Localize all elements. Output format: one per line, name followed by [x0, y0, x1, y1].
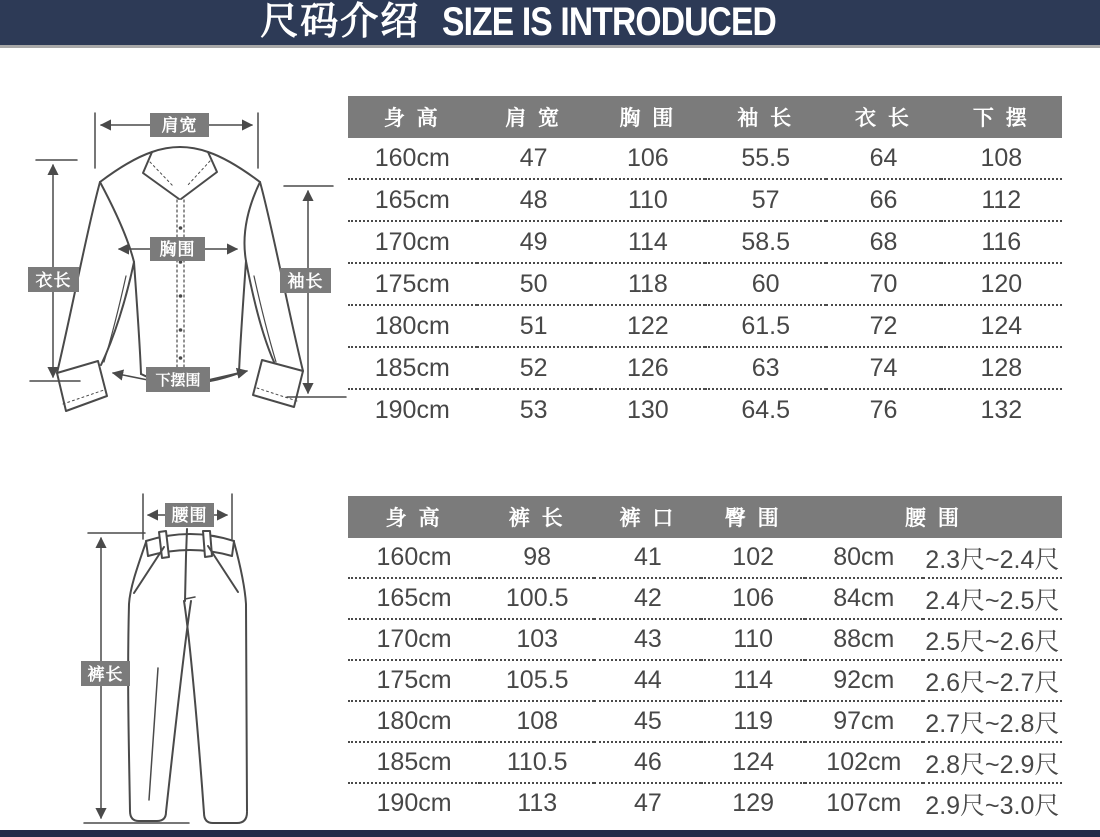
table-cell: 105.5	[505, 666, 569, 694]
table-row	[348, 660, 1062, 701]
table-cell: 76	[869, 395, 898, 424]
table-row	[348, 347, 1062, 389]
table-cell: 180cm	[374, 311, 450, 340]
bottom-bar	[0, 830, 1100, 837]
table-row	[348, 742, 1062, 783]
table-cell: 106	[627, 143, 669, 172]
table-row	[348, 389, 1062, 430]
page-title-en: SIZE IS INTRODUCED	[442, 0, 777, 44]
table-cell: 106	[732, 584, 775, 612]
table-cell: 2.3尺~2.4尺	[925, 545, 1060, 574]
table-cell: 130	[627, 395, 669, 424]
table-cell: 170cm	[376, 625, 452, 653]
table-cell: 175cm	[374, 269, 450, 298]
pants-table-header-row	[348, 496, 1062, 538]
table-row	[348, 538, 1062, 578]
table-cell: 107cm	[826, 789, 902, 817]
table-cell: 42	[633, 584, 662, 612]
table-cell: 122	[627, 311, 669, 340]
table-cell: 103	[516, 625, 559, 653]
table-cell: 124	[732, 748, 775, 776]
table-cell: 2.4尺~2.5尺	[925, 586, 1060, 615]
table-cell: 113	[517, 789, 558, 817]
table-cell: 160cm	[374, 143, 450, 172]
shirt-size-table	[348, 96, 1062, 430]
column-header-shoulder: 肩 宽	[477, 96, 591, 138]
column-header-leg-opening: 裤 口	[594, 496, 701, 538]
header-divider	[0, 45, 1100, 48]
table-cell: 124	[980, 311, 1023, 340]
table-cell: 64.5	[741, 395, 790, 424]
table-cell: 92cm	[833, 666, 895, 694]
table-row	[348, 138, 1062, 179]
pants-size-table	[348, 496, 1062, 823]
pants-table-body	[348, 538, 1062, 823]
table-cell: 110	[627, 185, 668, 214]
sleeve-length-label: 袖长	[287, 272, 324, 291]
table-cell: 41	[633, 543, 662, 571]
column-header-waist: 腰 围	[805, 496, 1062, 538]
table-cell: 57	[751, 185, 780, 214]
table-cell: 68	[869, 227, 898, 256]
column-header-height: 身 高	[348, 96, 477, 138]
table-row	[348, 179, 1062, 221]
table-cell: 49	[519, 227, 548, 256]
body-length-label: 衣长	[35, 271, 72, 290]
table-cell: 108	[980, 143, 1023, 172]
table-row	[348, 305, 1062, 347]
table-cell: 58.5	[741, 227, 790, 256]
table-cell: 47	[519, 143, 548, 172]
pants-length-label: 裤长	[87, 665, 124, 684]
hem-label: 下摆围	[155, 372, 201, 389]
table-cell: 190cm	[374, 395, 450, 424]
table-cell: 185cm	[374, 353, 450, 382]
table-cell: 88cm	[833, 625, 895, 653]
table-cell: 70	[869, 269, 898, 298]
table-cell: 2.7尺~2.8尺	[925, 709, 1060, 738]
table-cell: 175cm	[376, 666, 452, 694]
chest-label: 胸围	[159, 240, 196, 259]
table-cell: 112	[981, 185, 1022, 214]
table-cell: 98	[523, 543, 552, 571]
table-cell: 97cm	[833, 707, 895, 735]
table-cell: 51	[519, 311, 548, 340]
column-header-body-length: 衣 长	[826, 96, 940, 138]
table-cell: 102	[732, 543, 775, 571]
table-cell: 165cm	[374, 185, 450, 214]
table-cell: 128	[980, 353, 1023, 382]
column-header-pants-length: 裤 长	[480, 496, 594, 538]
table-cell: 110.5	[506, 748, 568, 776]
table-cell: 46	[633, 748, 662, 776]
table-cell: 120	[980, 269, 1023, 298]
table-cell: 170cm	[374, 227, 450, 256]
table-cell: 132	[980, 395, 1023, 424]
table-cell: 47	[633, 789, 662, 817]
table-row	[348, 263, 1062, 305]
table-row	[348, 619, 1062, 660]
table-cell: 50	[519, 269, 548, 298]
table-cell: 64	[869, 143, 898, 172]
table-cell: 72	[869, 311, 898, 340]
table-cell: 74	[869, 353, 898, 382]
table-cell: 55.5	[741, 143, 790, 172]
table-cell: 63	[751, 353, 780, 382]
table-cell: 116	[981, 227, 1022, 256]
table-cell: 84cm	[833, 584, 895, 612]
table-cell: 48	[519, 185, 548, 214]
column-header-sleeve: 袖 长	[705, 96, 826, 138]
table-cell: 180cm	[376, 707, 452, 735]
table-cell: 43	[633, 625, 662, 653]
page-title-cn: 尺码介绍	[260, 1, 421, 43]
table-cell: 80cm	[833, 543, 895, 571]
pants-size-table-container	[348, 496, 1062, 823]
table-cell: 45	[633, 707, 662, 735]
shirt-size-table-container	[348, 96, 1062, 430]
table-cell: 118	[627, 269, 668, 298]
table-cell: 53	[519, 395, 548, 424]
table-cell: 100.5	[505, 584, 569, 612]
table-cell: 129	[732, 789, 775, 817]
table-cell: 102cm	[826, 748, 902, 776]
shoulder-width-label: 肩宽	[161, 116, 198, 135]
column-header-height: 身 高	[348, 496, 480, 538]
table-cell: 110	[733, 625, 774, 653]
shirt-diagram	[28, 113, 346, 411]
waist-label: 腰围	[171, 506, 208, 525]
table-cell: 44	[633, 666, 662, 694]
table-row	[348, 221, 1062, 263]
table-cell: 190cm	[376, 789, 452, 817]
table-cell: 2.8尺~2.9尺	[925, 750, 1060, 779]
table-cell: 114	[627, 227, 668, 256]
pants-diagram	[81, 494, 247, 823]
table-cell: 52	[519, 353, 548, 382]
table-cell: 2.5尺~2.6尺	[925, 627, 1060, 656]
table-cell: 2.9尺~3.0尺	[925, 791, 1060, 820]
column-header-hip: 臀 围	[701, 496, 805, 538]
table-cell: 160cm	[376, 543, 452, 571]
page-header	[0, 0, 1100, 45]
shirt-table-header-row	[348, 96, 1062, 138]
table-row	[348, 701, 1062, 742]
shirt-table-body	[348, 138, 1062, 430]
table-cell: 61.5	[741, 311, 790, 340]
table-cell: 119	[733, 707, 774, 735]
table-cell: 185cm	[376, 748, 452, 776]
table-cell: 60	[751, 269, 780, 298]
column-header-hem: 下 摆	[941, 96, 1062, 138]
table-cell: 165cm	[376, 584, 452, 612]
table-cell: 114	[733, 666, 774, 694]
column-header-chest: 胸 围	[591, 96, 705, 138]
table-cell: 66	[869, 185, 898, 214]
table-cell: 2.6尺~2.7尺	[925, 668, 1060, 697]
table-cell: 108	[516, 707, 559, 735]
table-cell: 126	[627, 353, 669, 382]
table-row	[348, 578, 1062, 619]
table-row	[348, 783, 1062, 823]
